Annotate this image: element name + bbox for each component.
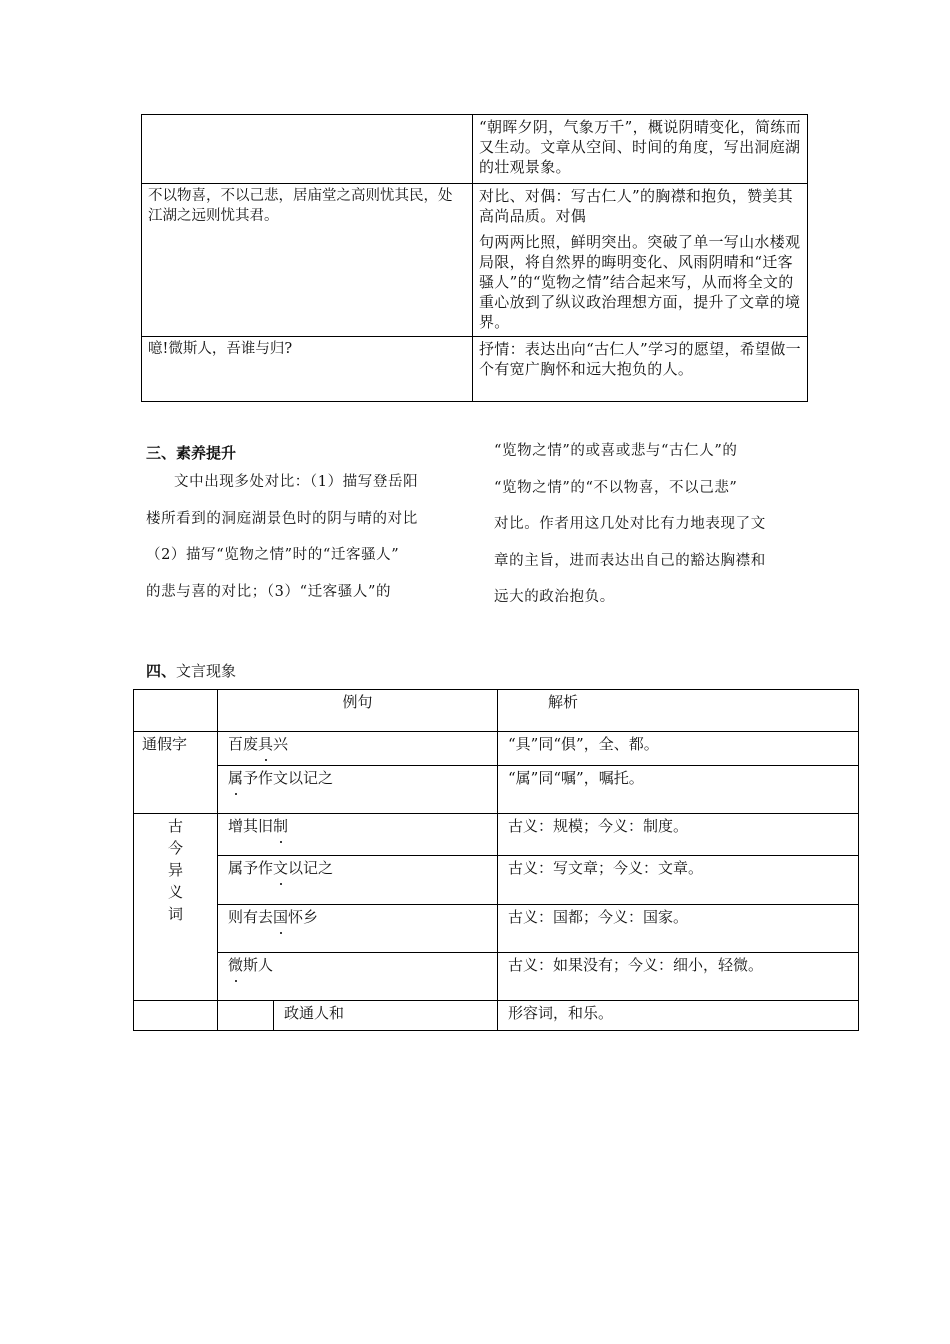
analysis-text: 抒情：表达出向“古仁人”学习的愿望，希望做一个有宽广胸怀和远大抱负的人。	[479, 340, 801, 378]
example-text: 怀乡	[288, 908, 319, 926]
section-heading: 三、素养提升	[146, 444, 237, 462]
example-cell	[218, 766, 498, 814]
column-header: 解析	[498, 690, 859, 732]
section-title: 文言现象	[176, 662, 237, 680]
analysis-cell: “具”同“俱”，全、都。	[498, 732, 859, 766]
quote-text: 噫!微斯人，吾谁与归?	[148, 341, 293, 357]
table-cell	[142, 184, 473, 337]
text-line: “览物之情”的“不以物喜，不以己悲”	[494, 479, 738, 496]
table-cell	[134, 690, 218, 732]
analysis-cell: 古义：如果没有；今义：细小，轻微。	[498, 953, 859, 1001]
table-cell	[473, 337, 808, 402]
classical-phenomena-table	[133, 689, 859, 1031]
table-row	[134, 953, 859, 1001]
table-cell	[134, 1001, 218, 1031]
example-cell	[218, 905, 498, 953]
key-char: 制	[273, 817, 289, 835]
label-char: 今	[167, 839, 183, 857]
text-column-right	[494, 433, 814, 616]
example-text: 则有去	[228, 908, 274, 926]
label-char: 词	[167, 905, 183, 923]
table-row	[134, 814, 859, 856]
key-char: 属	[228, 769, 244, 787]
table-cell	[473, 115, 808, 184]
table-row	[134, 1001, 859, 1031]
text-line: 远大的政治抱负。	[494, 589, 615, 605]
table-header-row	[134, 690, 859, 732]
text-line: （2）描写“览物之情”时的“迁客骚人”	[146, 547, 400, 563]
example-cell	[218, 732, 498, 766]
analysis-cell: 古义：国都；今义：国家。	[498, 905, 859, 953]
text-line: 章的主旨，进而表达出自己的豁达胸襟和	[494, 552, 766, 569]
section-heading	[146, 660, 236, 681]
analysis-cell: 古义：写文章；今义：文章。	[498, 856, 859, 905]
analysis-cell: 形容词，和乐。	[498, 1001, 859, 1031]
example-cell: 政通人和	[274, 1001, 498, 1031]
example-cell	[218, 953, 498, 1001]
text-line: “览物之情”的或喜或悲与“古仁人”的	[494, 443, 738, 459]
key-char: 国	[273, 908, 289, 926]
text-line: 文中出现多处对比：（1）描写登岳阳	[174, 474, 419, 490]
label-char: 义	[167, 883, 183, 901]
table-row	[134, 766, 859, 814]
key-char: 文	[273, 859, 289, 877]
example-text: 属予作	[228, 859, 274, 877]
label-char: 古	[167, 817, 183, 835]
text-line: 对比。作者用这几处对比有力地表现了文	[494, 516, 766, 532]
table-row	[134, 905, 859, 953]
label-char: 异	[167, 861, 183, 879]
example-text: 斯人	[243, 956, 274, 974]
text-line: 的悲与喜的对比；（3）“迁客骚人”的	[146, 583, 392, 600]
example-text: 以记之	[288, 859, 334, 877]
analysis-table	[141, 114, 808, 402]
table-row	[142, 184, 808, 337]
example-text: 增其旧	[228, 817, 274, 835]
text-line: 楼所看到的洞庭湖景色时的阴与晴的对比	[146, 510, 418, 527]
quote-text: 不以物喜，不以己悲，居庙堂之高则忧其民，处江湖之远则忧其君。	[148, 188, 453, 224]
table-cell	[473, 184, 808, 337]
table-row	[134, 856, 859, 905]
text-column-left	[146, 464, 466, 610]
example-text: 百废	[228, 735, 259, 753]
analysis-text: 句两两比照，鲜明突出。突破了单一写山水楼观局限，将自然界的晦明变化、风雨阴晴和“迁客骚人”的“览物之情”结合起来写，从而将全文的重心放到了纵议政治理想方面，提升了文章的境界。	[479, 233, 801, 331]
example-text: 兴	[273, 735, 289, 753]
key-char: 具	[258, 735, 274, 753]
example-text: 予作文以记之	[243, 769, 334, 787]
analysis-cell: 古义：规模；今义：制度。	[498, 814, 859, 856]
table-cell	[142, 115, 473, 184]
section-number: 四、	[146, 662, 177, 680]
key-char: 微	[228, 956, 244, 974]
table-row	[142, 337, 808, 402]
category-label	[134, 814, 218, 1001]
analysis-text: 对比、对偶：写古仁人”的胸襟和抱负，赞美其高尚品质。对偶	[479, 187, 793, 225]
example-cell	[218, 856, 498, 905]
example-cell	[218, 814, 498, 856]
category-label: 通假字	[134, 732, 218, 814]
column-header: 例句	[218, 690, 498, 732]
table-row	[142, 115, 808, 184]
table-cell	[218, 1001, 274, 1031]
table-cell	[142, 337, 473, 402]
analysis-cell: “属”同“嘱”，嘱托。	[498, 766, 859, 814]
analysis-text: “朝晖夕阴，气象万千”，概说阴晴变化，简练而又生动。文章从空间、时间的角度，写出洞庭湖的壮观景象。	[479, 118, 801, 176]
table-row	[134, 732, 859, 766]
